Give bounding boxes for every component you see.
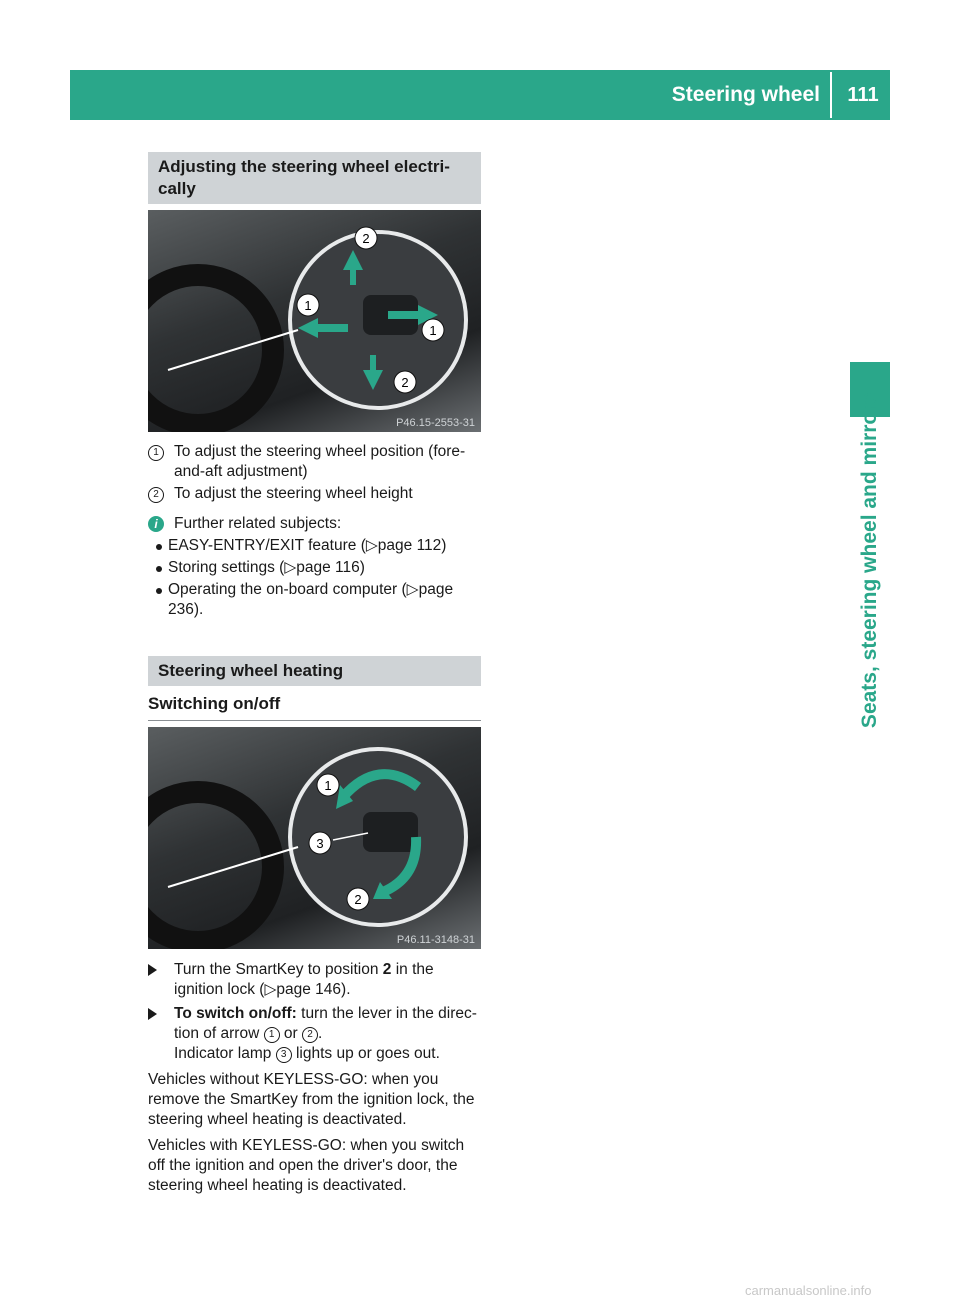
figure-code: P46.15-2553-31 [396,417,475,429]
instruction-step [148,1004,481,1064]
triangle-right-icon: ▷ [365,537,378,554]
step-text: Turn the SmartKey to position [174,961,383,978]
callout-marker: 2 [148,487,164,503]
bullet-icon [156,566,162,572]
section-heading-heating: Steering wheel heating [148,656,481,686]
info-note [148,514,481,534]
page-ref-link[interactable]: page 146 [276,981,342,998]
figure-callout: 1 [324,778,332,793]
subheading-switching: Switching on/off [148,694,481,721]
figure-callout: 1 [429,323,437,338]
page-title: Steering wheel [671,83,820,106]
callout-marker: 1 [264,1027,280,1043]
figure-callout: 2 [354,892,362,907]
figure-code: P46.11-3148-31 [396,934,475,946]
section-heading-adjusting: Adjusting the steering wheel electri- cally [148,152,481,204]
bullet-text: Storing settings ( [168,559,285,576]
callout-marker: 1 [148,445,164,461]
figure-steering-adjust [148,210,481,432]
step-text: . [318,1025,323,1042]
instruction-step [148,960,481,1000]
step-text: Indicator lamp [174,1045,276,1062]
steering-heating-illustration [148,727,481,949]
step-bold: To switch on/off: [174,1005,297,1022]
page-number: 111 [847,84,879,106]
bullet-icon [156,544,162,550]
legend-list [148,442,481,622]
bullet-text: ). [193,601,204,618]
bullet-icon [156,588,162,594]
bullet-text: EASY-ENTRY/EXIT feature ( [168,537,366,554]
figure-callout: 2 [401,375,409,390]
step-text: or [279,1025,303,1042]
step-text: in the ignition lock ( [174,961,434,998]
callout-marker: 3 [276,1047,292,1063]
figure-callout: 1 [304,298,312,313]
legend-text: To adjust the steering wheel position (fore-and-aft adjustment) [174,443,466,480]
step-text: lights up or goes out. [291,1045,440,1062]
watermark: carmanualsonline.info [745,1283,872,1298]
legend-item [148,484,481,504]
legend-item [148,442,481,482]
figure-steering-heating [148,727,481,949]
page-ref-link[interactable]: page 112 [377,537,442,554]
triangle-right-icon: ▷ [264,981,277,998]
step-text: turn the lever in the direc-tion of arrow [174,1005,477,1042]
body-paragraph: Vehicles without KEYLESS-GO: when you remove the SmartKey from the ignition lock, the steering wheel heating is deactivated. [148,1071,475,1128]
figure-callout: 2 [362,231,370,246]
triangle-right-icon: ▷ [406,581,419,598]
step-bold: 2 [382,961,392,978]
chapter-title: Seats, steering wheel and mirrors [858,391,881,729]
list-item [148,558,481,578]
steering-adjust-illustration [148,210,481,432]
list-item [148,580,481,620]
bullet-text: Operating the on-board computer ( [168,581,407,598]
step-arrow-icon [148,1008,157,1020]
list-item [148,536,481,556]
callout-marker: 2 [302,1027,318,1043]
page-ref-link[interactable]: page 116 [296,559,360,576]
step-text: ). [341,981,351,998]
info-icon: i [148,516,164,532]
triangle-right-icon: ▷ [284,559,297,576]
info-intro: Further related subjects: [174,515,342,532]
bullet-text: ) [359,559,365,576]
body-paragraph: Vehicles with KEYLESS-GO: when you switch off the ignition and open the driver's door, the steering wheel heating is deactivated. [148,1137,465,1194]
figure-callout: 3 [316,836,324,851]
instructions [148,960,481,1202]
bullet-text: ) [441,537,447,554]
page-ref-link[interactable]: page 236 [168,581,454,618]
legend-text: To adjust the steering wheel height [174,485,413,502]
header-divider [830,72,832,118]
step-arrow-icon [148,964,157,976]
